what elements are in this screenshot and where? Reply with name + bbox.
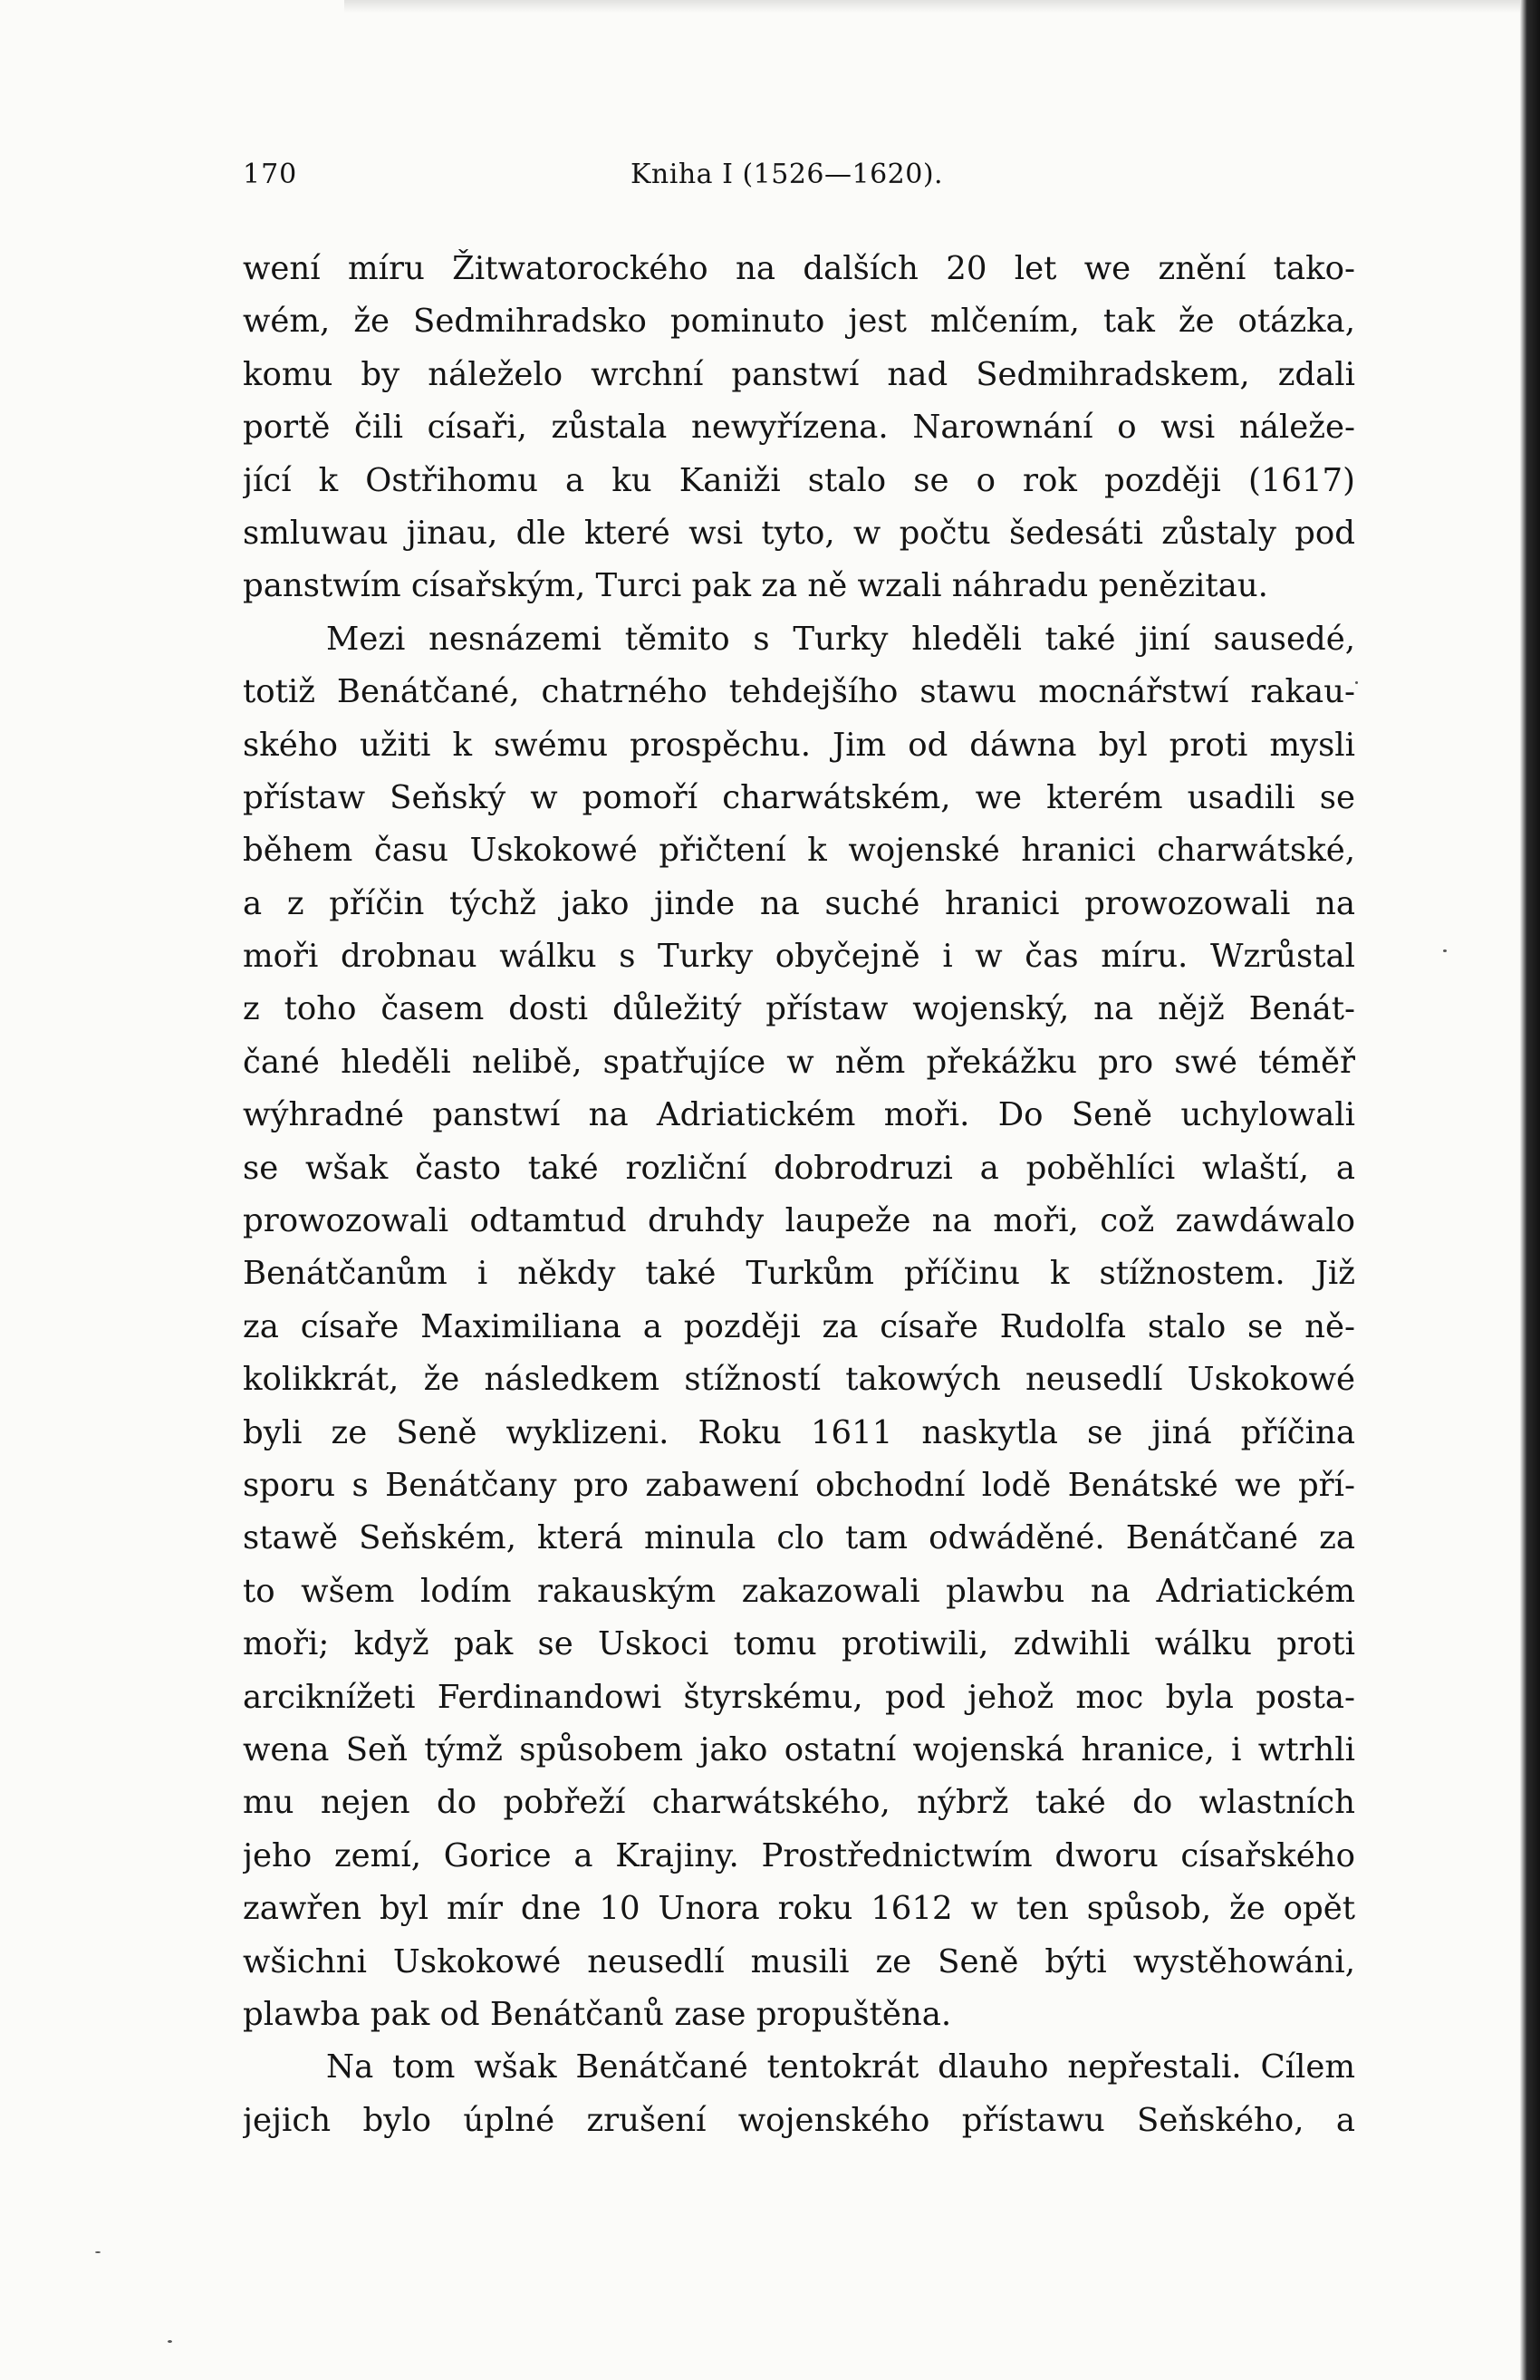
text-line: smluwau jinau, dle které wsi tyto, w počtu šedesáti zůstaly pod bbox=[243, 514, 1355, 552]
text-line: prowozowali odtamtud druhdy laupeže na moři, což zawdáwalo bbox=[243, 1202, 1355, 1240]
text-line: z toho časem dosti důležitý přístaw wojenský, na nějž Benát- bbox=[243, 990, 1355, 1028]
speck bbox=[168, 2340, 172, 2343]
speck bbox=[1443, 949, 1447, 952]
text-line: moři; když pak se Uskoci tomu protiwili, zdwihli wálku proti bbox=[243, 1625, 1355, 1663]
text-line: zawřen byl mír dne 10 Unora roku 1612 w ten spůsob, že opět bbox=[243, 1890, 1355, 1928]
text-line: Benátčanům i někdy také Turkům příčinu k stížnostem. Již bbox=[243, 1255, 1355, 1293]
text-line: plawba pak od Benátčanů zase propuštěna. bbox=[243, 1995, 952, 2033]
text-line: za císaře Maximiliana a později za císaře Rudolfa stalo se ně- bbox=[243, 1307, 1355, 1345]
text-line: kolikkrát, že následkem stížností takowých neusedlí Uskokowé bbox=[243, 1361, 1355, 1399]
text-line: wém, že Sedmihradsko pominuto jest mlčením, tak že otázka, bbox=[243, 303, 1355, 341]
text-line: to wšem lodím rakauským zakazowali plawbu na Adriatickém bbox=[243, 1572, 1355, 1610]
page-number: 170 bbox=[243, 159, 298, 190]
text-line: komu by náleželo wrchní panstwí nad Sedmihradskem, zdali bbox=[243, 355, 1355, 393]
text-line: wšichni Uskokowé neusedlí musili ze Seně býti wystěhowáni, bbox=[243, 1942, 1355, 1980]
text-line: během času Uskokowé přičtení k wojenské hranici charwátské, bbox=[243, 832, 1355, 870]
text-line: přístaw Seňský w pomoří charwátském, we kterém usadili se bbox=[243, 778, 1355, 816]
text-line: jejich bylo úplné zrušení wojenského přístawu Seňského, a bbox=[243, 2101, 1355, 2139]
text-line: portě čili císaři, zůstala newyřízena. Narownání o wsi náleže- bbox=[243, 409, 1355, 447]
top-edge-shadow bbox=[344, 0, 1540, 13]
text-line: jeho zemí, Gorice a Krajiny. Prostřednictwím dworu císařského bbox=[243, 1836, 1355, 1874]
text-line: byli ze Seně wyklizeni. Roku 1611 naskytla se jiná příčina bbox=[243, 1413, 1355, 1451]
text-line: totiž Benátčané, chatrného tehdejšího stawu mocnářstwí rakau- bbox=[243, 673, 1355, 711]
running-head: Kniha I (1526—1620). bbox=[630, 159, 944, 190]
body-text bbox=[243, 243, 1355, 2147]
text-line: arciknížeti Ferdinandowi štyrskému, pod jehož moc byla posta- bbox=[243, 1678, 1355, 1716]
text-line: Mezi nesnázemi těmito s Turky hleděli také jiní sausedé, bbox=[326, 620, 1355, 658]
speck bbox=[1355, 681, 1358, 684]
page-header bbox=[243, 159, 1355, 204]
text-line: wena Seň týmž spůsobem jako ostatní wojenská hranice, i wtrhli bbox=[243, 1730, 1355, 1768]
text-line: jící k Ostřihomu a ku Kaniži stalo se o rok později (1617) bbox=[243, 461, 1355, 499]
text-line: se wšak často také rozliční dobrodruzi a poběhlíci wlaští, a bbox=[243, 1149, 1355, 1187]
text-line: sporu s Benátčany pro zabawení obchodní lodě Benátské we pří- bbox=[243, 1466, 1355, 1504]
speck bbox=[95, 2251, 101, 2253]
text-line: moři drobnau wálku s Turky obyčejně i w čas míru. Wzrůstal bbox=[243, 938, 1355, 976]
text-line: wýhradné panstwí na Adriatickém moři. Do Seně uchylowali bbox=[243, 1096, 1355, 1134]
text-line: a z příčin týchž jako jinde na suché hranici prowozowali na bbox=[243, 884, 1355, 922]
right-edge-shadow bbox=[1520, 0, 1540, 2380]
text-line: čané hleděli nelibě, spatřujíce w něm překážku pro swé téměř bbox=[243, 1043, 1355, 1081]
text-line: ského užiti k swému prospěchu. Jim od dáwna byl proti mysli bbox=[243, 726, 1355, 764]
text-line: wení míru Žitwatorockého na dalších 20 let we znění tako- bbox=[243, 250, 1355, 287]
text-line: mu nejen do pobřeží charwátského, nýbrž také do wlastních bbox=[243, 1784, 1355, 1822]
text-line: stawě Seňském, která minula clo tam odwáděné. Benátčané za bbox=[243, 1519, 1355, 1557]
text-line: Na tom wšak Benátčané tentokrát dlauho nepřestali. Cílem bbox=[326, 2048, 1355, 2086]
text-line: panstwím císařským, Turci pak za ně wzali náhradu penězitau. bbox=[243, 567, 1268, 605]
